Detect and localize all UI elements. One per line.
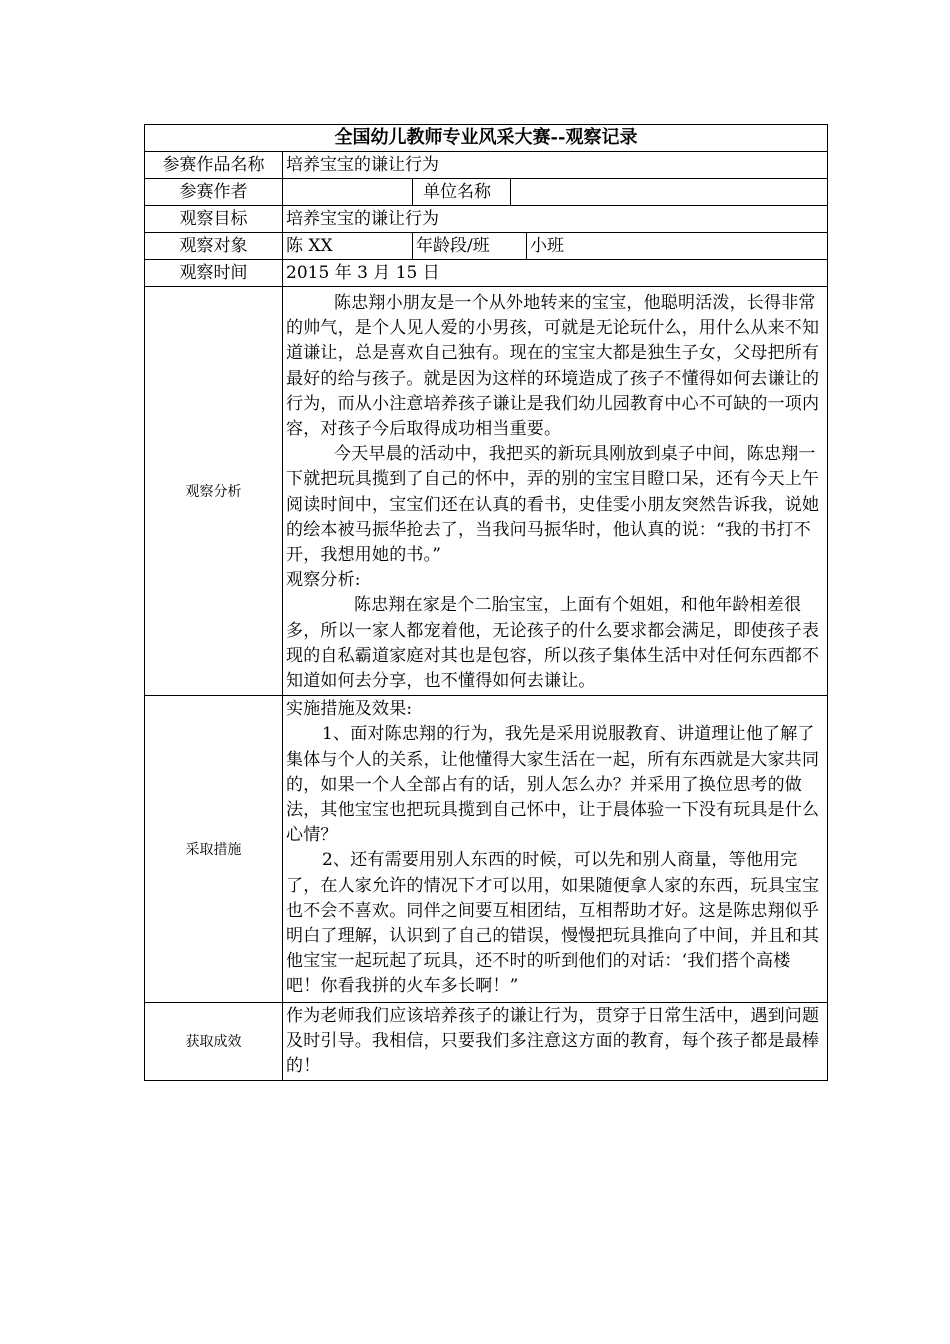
measures-paragraph-1: 1、面对陈忠翔的行为，我先是采用说服教育、讲道理让他了解了集体与个人的关系，让他懂得大家生活在一起，所有东西就是大家共同的，如果一个人全部占有的话，别人怎么办？并采用了换位思考的做法，其他宝宝也把玩具揽到自己怀中，让于晨体验一下没有玩具是什么心情？	[286, 724, 820, 846]
goal-label: 观察目标	[179, 209, 248, 229]
author-value	[282, 179, 412, 205]
result-row	[145, 1002, 827, 1081]
form-title: 全国幼儿教师专业风采大赛--观察记录	[334, 127, 638, 148]
title-row	[145, 125, 827, 151]
goal-row	[145, 205, 827, 232]
age-label: 年龄段/班	[412, 233, 526, 259]
measures-row	[145, 695, 827, 1001]
measures-label: 采取措施	[185, 841, 242, 858]
result-label: 获取成效	[185, 1034, 242, 1051]
observation-record-table	[144, 124, 828, 1081]
measures-paragraph-2: 2、还有需要用别人东西的时候，可以先和别人商量，等他用完了，在人家允许的情况下才可以用，如果随便拿人家的东西，玩具宝宝也不会不喜欢。同伴之间要互相团结，互相帮助才好。这是陈忠翔似乎明白了理解，认识到了自己的错误，慢慢把玩具推向了中间，并且和其他宝宝一起玩起了玩具，还不时的听到他们的对话：‘我们搭个高楼吧！你看我拼的火车多长啊！”	[286, 850, 820, 997]
age-value: 小班	[526, 233, 827, 259]
result-text: 作为老师我们应该培养孩子的谦让行为，贯穿于日常生活中，遇到问题及时引导。我相信，只要我们多注意这方面的教育，每个孩子都是最棒的！	[286, 1005, 820, 1077]
author-label: 参赛作者	[179, 182, 248, 202]
analysis-paragraph-1: 陈忠翔小朋友是一个从外地转来的宝宝，他聪明活泼，长得非常的帅气，是个人见人爱的小男孩，可就是无论玩什么，用什么从来不知道谦让，总是喜欢自己独有。现在的宝宝大都是独生子女，父母把所有最好的给与孩子。就是因为这样的环境造成了孩子不懂得如何去谦让的行为，而从小注意培养孩子谦让是我们幼儿园教育中心不可缺的一项内容，对孩子今后取得成功相当重要。	[286, 293, 820, 440]
analysis-label: 观察分析	[185, 484, 242, 501]
entry-row	[145, 151, 827, 178]
result-content	[282, 1003, 827, 1081]
time-label: 观察时间	[179, 263, 248, 283]
analysis-paragraph-2: 今天早晨的活动中，我把买的新玩具刚放到桌子中间，陈忠翔一下就把玩具揽到了自己的怀中，弄的别的宝宝目瞪口呆，还有今天上午阅读时间中，宝宝们还在认真的看书，史佳雯小朋友突然告诉我，说她的绘本被马振华抢去了，当我问马振华时，他认真的说：“我的书打不开，我想用她的书。”	[286, 444, 820, 566]
entry-value: 培养宝宝的谦让行为	[282, 152, 827, 178]
entry-label: 参赛作品名称	[162, 155, 265, 175]
author-row	[145, 178, 827, 205]
unit-value	[510, 179, 827, 205]
analysis-row	[145, 286, 827, 695]
analysis-paragraph-3: 陈忠翔在家是个二胎宝宝，上面有个姐姐，和他年龄相差很多，所以一家人都宠着他，无论孩子的什么要求都会满足，即使孩子表现的自私霸道家庭对其也是包容，所以孩子集体生活中对任何东西都不知道如何去分享，也不懂得如何去谦让。	[286, 595, 820, 692]
subject-row	[145, 232, 827, 259]
measures-content	[282, 696, 827, 1001]
subject-label: 观察对象	[179, 236, 248, 256]
unit-label: 单位名称	[412, 179, 510, 205]
analysis-content	[282, 287, 827, 695]
time-value: 2015 年 3 月 15 日	[282, 260, 827, 286]
measures-heading: 实施措施及效果:	[286, 699, 413, 720]
analysis-heading: 观察分析:	[286, 570, 361, 591]
time-row	[145, 259, 827, 286]
goal-value: 培养宝宝的谦让行为	[282, 206, 827, 232]
subject-value: 陈 XX	[282, 233, 412, 259]
